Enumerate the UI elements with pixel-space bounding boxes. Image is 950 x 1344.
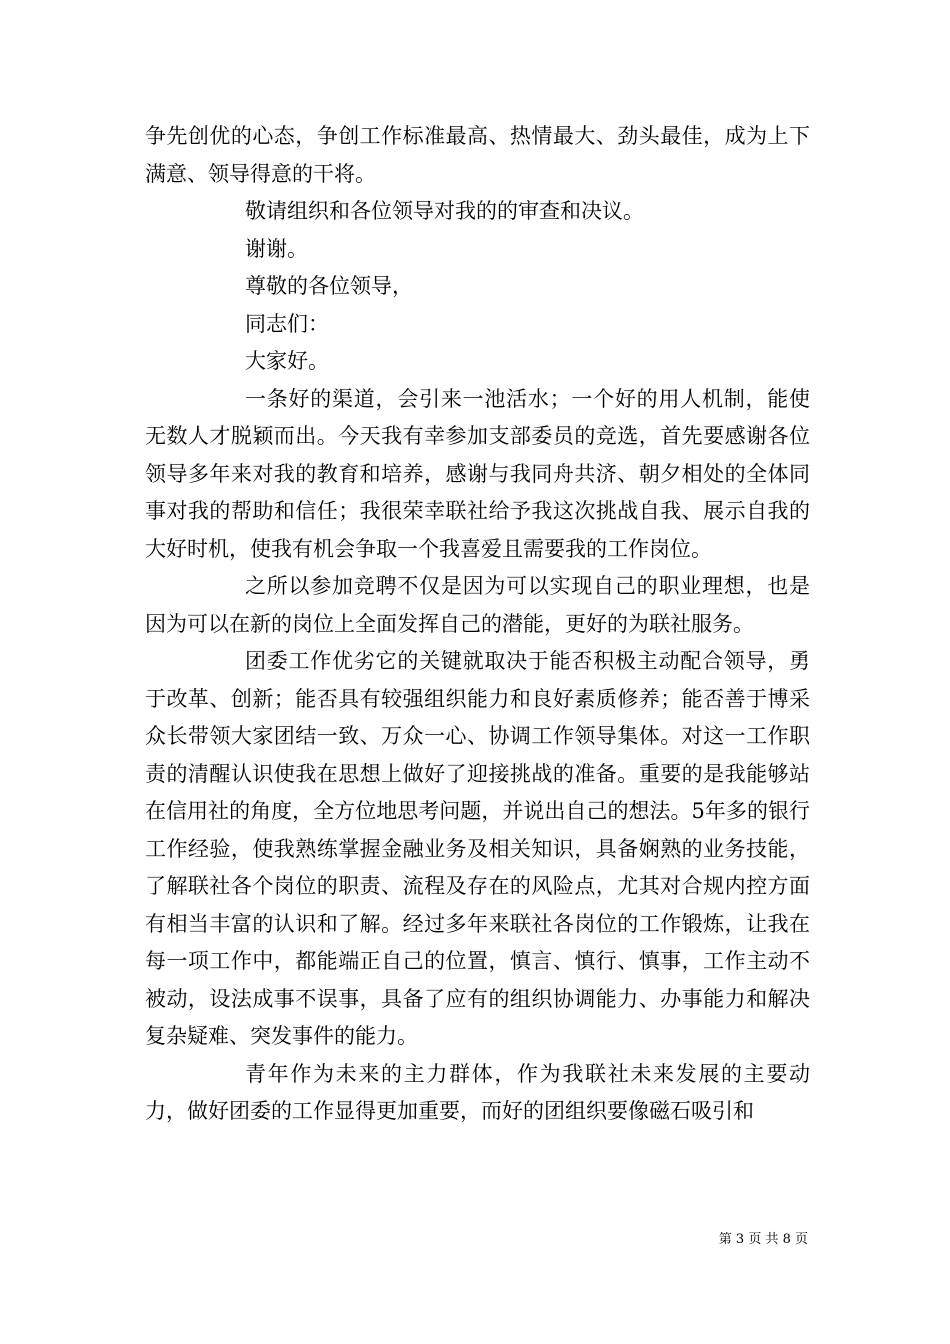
paragraph-10: 青年作为未来的主力群体，作为我联社未来发展的主要动力，做好团委的工作显得更加重要，而好的团组织要像磁石吸引和 bbox=[145, 1061, 810, 1123]
page-number-footer: 第 3 页 共 8 页 bbox=[718, 1232, 808, 1247]
paragraph-8: 之所以参加竞聘不仅是因为可以实现自己的职业理想，也是因为可以在新的岗位上全面发挥自己的潜能，更好的为联社服务。 bbox=[145, 574, 810, 636]
paragraph-9: 团委工作优劣它的关键就取决于能否积极主动配合领导，勇于改革、创新；能否具有较强组织能力和良好素质修养；能否善于博采众长带领大家团结一致、万众一心、协调工作领导集体。对这一工作职责的清醒认识使我在思想上做好了迎接挑战的准备。重要的是我能够站在信用社的角度，全方位地思考问题，并说出自己的想法。5年多的银行工作经验，使我熟练掌握金融业务及相关知识，具备娴熟的业务技能，了解联社各个岗位的职责、流程及存在的风险点，尤其对合规内控方面有相当丰富的认识和了解。经过多年来联社各岗位的工作锻炼，让我在每一项工作中，都能端正自己的位置，慎言、慎行、慎事，工作主动不被动，设法成事不误事，具备了应有的组织协调能力、办事能力和解决复杂疑难、突发事件的能力。 bbox=[145, 649, 810, 1048]
paragraph-1: 争先创优的心态，争创工作标准最高、热情最大、劲头最佳，成为上下满意、领导得意的干将。 bbox=[145, 124, 810, 186]
paragraph-7: 一条好的渠道，会引来一池活水；一个好的用人机制，能使无数人才脱颖而出。今天我有幸参加支部委员的竞选，首先要感谢各位领导多年来对我的教育和培养，感谢与我同舟共济、朝夕相处的全体同事对我的帮助和信任；我很荣幸联社给予我这次挑战自我、展示自我的大好时机，使我有机会争取一个我喜爱且需要我的工作岗位。 bbox=[145, 386, 810, 561]
paragraph-4: 尊敬的各位领导， bbox=[245, 274, 413, 298]
paragraph-5: 同志们： bbox=[245, 311, 329, 336]
paragraph-2: 敬请组织和各位领导对我的的审查和决议。 bbox=[245, 199, 644, 223]
document-body bbox=[145, 118, 810, 1131]
paragraph-3: 谢谢。 bbox=[245, 236, 308, 261]
paragraph-6: 大家好。 bbox=[245, 349, 329, 373]
